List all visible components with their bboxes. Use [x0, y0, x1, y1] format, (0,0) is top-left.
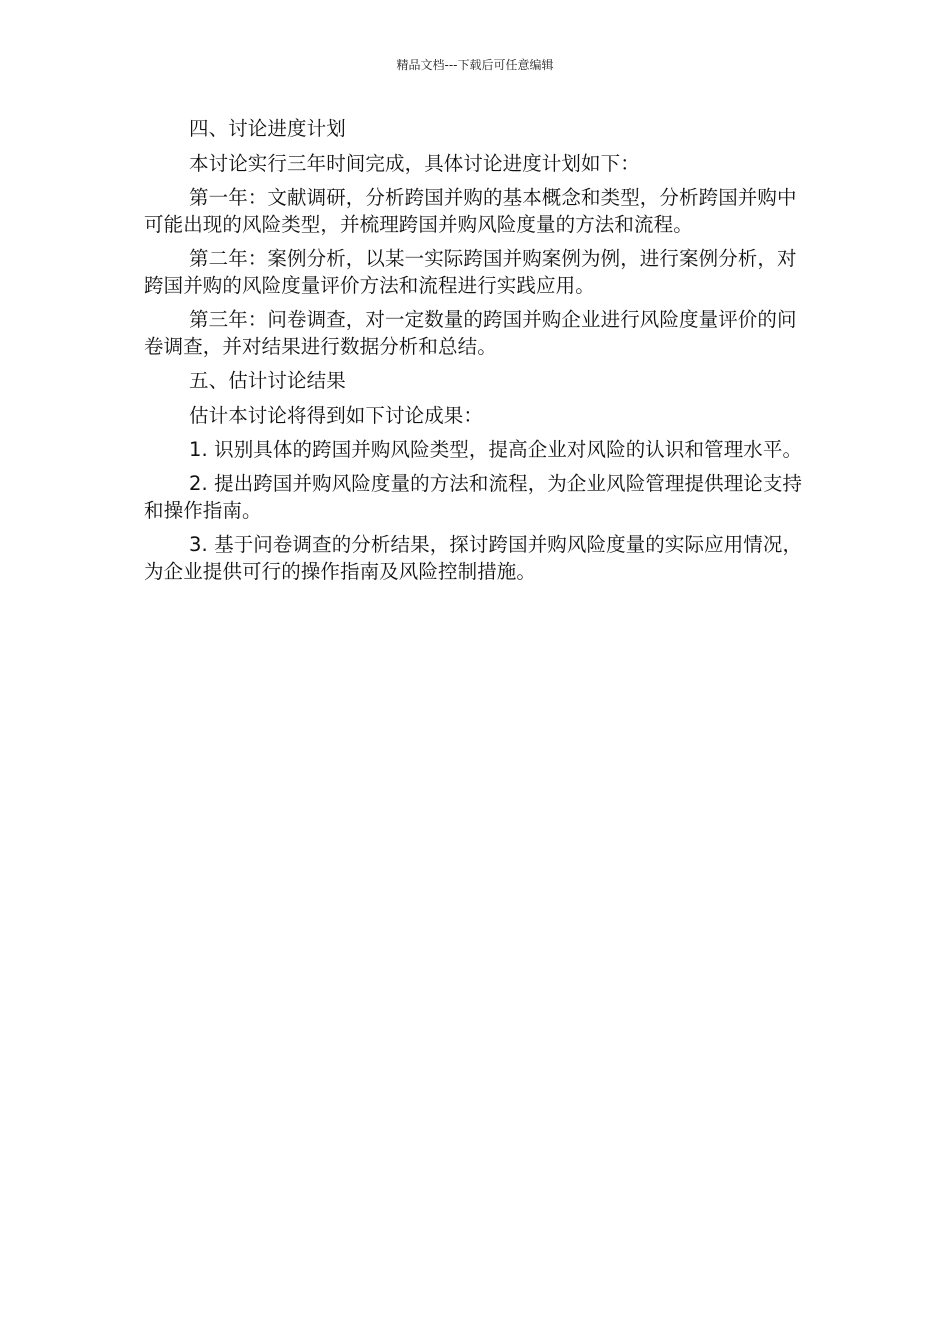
document-body	[144, 115, 804, 592]
plan-year-3: 第三年：问卷调查，对一定数量的跨国并购企业进行风险度量评价的问卷调查，并对结果进行数据分析和总结。	[144, 308, 797, 358]
result-item-1: 1. 识别具体的跨国并购风险类型，提高企业对风险的认识和管理水平。	[189, 438, 803, 461]
result-item-3: 3. 基于问卷调查的分析结果，探讨跨国并购风险度量的实际应用情况，为企业提供可行的操作指南及风险控制措施。	[144, 533, 803, 583]
section-5-intro: 估计本讨论将得到如下讨论成果：	[189, 404, 484, 427]
section-4-heading: 四、讨论进度计划	[189, 117, 346, 140]
plan-year-2: 第二年：案例分析，以某一实际跨国并购案例为例，进行案例分析，对跨国并购的风险度量评价方法和流程进行实践应用。	[144, 247, 797, 297]
page-header: 精品文档---下载后可任意编辑	[396, 58, 554, 72]
plan-year-1: 第一年：文献调研，分析跨国并购的基本概念和类型，分析跨国并购中可能出现的风险类型，并梳理跨国并购风险度量的方法和流程。	[144, 186, 797, 236]
section-4-intro: 本讨论实行三年时间完成，具体讨论进度计划如下：	[189, 152, 640, 175]
result-item-2: 2. 提出跨国并购风险度量的方法和流程，为企业风险管理提供理论支持和操作指南。	[144, 472, 803, 522]
section-5-heading: 五、估计讨论结果	[189, 369, 346, 392]
